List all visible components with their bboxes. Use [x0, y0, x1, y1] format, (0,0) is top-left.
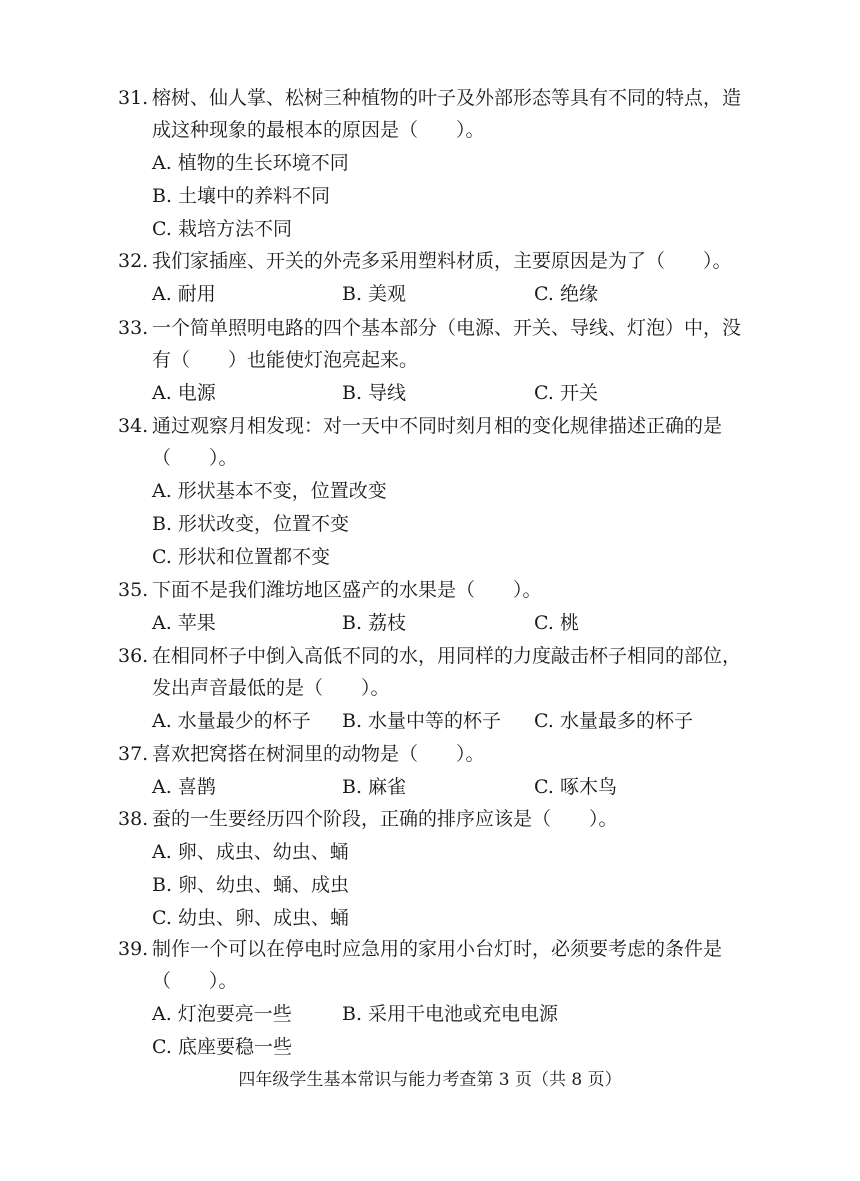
question-number: 38.	[118, 808, 149, 830]
question-stem: 通过观察月相发现：对一天中不同时刻月相的变化规律描述正确的是（ ）。	[152, 415, 723, 469]
option-c: C. 啄木鸟	[534, 775, 617, 798]
question-stem: 制作一个可以在停电时应急用的家用小台灯时，必须要考虑的条件是（ ）。	[152, 938, 723, 992]
options-list	[152, 606, 758, 639]
page-footer: 四年级学生基本常识与能力考查第 3 页（共 8 页）	[238, 1070, 622, 1090]
option-c: C. 幼虫、卵、成虫、蛹	[152, 906, 349, 929]
option-c: C. 形状和位置都不变	[152, 545, 330, 568]
question-text	[118, 738, 758, 770]
question-number: 31.	[118, 87, 149, 109]
option-b: B. 导线	[342, 381, 407, 404]
question-text	[118, 82, 758, 146]
option-b: B. 形状改变，位置不变	[152, 512, 350, 535]
option-c: C. 底座要稳一些	[152, 1035, 292, 1058]
question-text	[118, 574, 758, 606]
option-a: A. 卵、成虫、幼虫、蛹	[152, 840, 349, 863]
options-list	[152, 376, 758, 409]
question-39	[118, 933, 758, 1063]
option-c: C. 桃	[534, 611, 579, 634]
question-33	[118, 312, 758, 409]
question-34	[118, 410, 758, 573]
question-number: 33.	[118, 317, 149, 339]
question-stem: 我们家插座、开关的外壳多采用塑料材质，主要原因是为了（ ）。	[152, 250, 732, 272]
options-list	[152, 770, 758, 803]
option-c: C. 水量最多的杯子	[534, 709, 693, 732]
question-text	[118, 933, 758, 997]
question-stem: 蚕的一生要经历四个阶段，正确的排序应该是（ ）。	[152, 808, 618, 830]
question-32	[118, 245, 758, 310]
question-31	[118, 82, 758, 245]
question-number: 39.	[118, 938, 149, 960]
option-a: A. 水量最少的杯子	[152, 709, 311, 732]
option-c: C. 栽培方法不同	[152, 217, 292, 240]
question-text	[118, 803, 758, 835]
question-37	[118, 738, 758, 803]
question-stem: 榕树、仙人掌、松树三种植物的叶子及外部形态等具有不同的特点，造成这种现象的最根本的原因是（ ）。	[152, 87, 742, 141]
options-list	[152, 146, 758, 245]
question-stem: 喜欢把窝搭在树洞里的动物是（ ）。	[152, 743, 485, 765]
question-stem: 一个简单照明电路的四个基本部分（电源、开关、导线、灯泡）中，没有（ ）也能使灯泡亮起来。	[152, 317, 742, 371]
option-a: A. 耐用	[152, 282, 216, 305]
question-36	[118, 640, 758, 737]
option-c: C. 开关	[534, 381, 598, 404]
question-text	[118, 312, 758, 376]
option-c: C. 绝缘	[534, 282, 598, 305]
question-35	[118, 574, 758, 639]
question-38	[118, 803, 758, 934]
options-list	[152, 997, 758, 1063]
options-list	[152, 704, 758, 737]
question-stem: 下面不是我们潍坊地区盛产的水果是（ ）。	[152, 579, 542, 601]
option-b: B. 卵、幼虫、蛹、成虫	[152, 873, 350, 896]
option-a: A. 植物的生长环境不同	[152, 151, 349, 174]
option-b: B. 土壤中的养料不同	[152, 184, 331, 207]
option-b: B. 美观	[342, 282, 407, 305]
question-text	[118, 640, 758, 704]
question-number: 34.	[118, 415, 149, 437]
option-a: A. 电源	[152, 381, 216, 404]
options-list	[152, 277, 758, 310]
option-b: B. 麻雀	[342, 775, 407, 798]
option-b: B. 水量中等的杯子	[342, 709, 502, 732]
question-number: 32.	[118, 250, 149, 272]
option-a: A. 形状基本不变，位置改变	[152, 479, 387, 502]
option-a: A. 苹果	[152, 611, 216, 634]
question-text	[118, 245, 758, 277]
question-number: 35.	[118, 579, 149, 601]
options-list	[152, 835, 758, 934]
option-a: A. 灯泡要亮一些	[152, 1002, 292, 1025]
question-number: 37.	[118, 743, 149, 765]
options-list	[152, 474, 758, 573]
option-a: A. 喜鹊	[152, 775, 216, 798]
question-text	[118, 410, 758, 474]
question-stem: 在相同杯子中倒入高低不同的水，用同样的力度敲击杯子相同的部位，发出声音最低的是（ ）。	[152, 645, 742, 699]
option-b: B. 荔枝	[342, 611, 407, 634]
question-number: 36.	[118, 645, 149, 667]
option-b: B. 采用干电池或充电电源	[342, 1002, 559, 1025]
